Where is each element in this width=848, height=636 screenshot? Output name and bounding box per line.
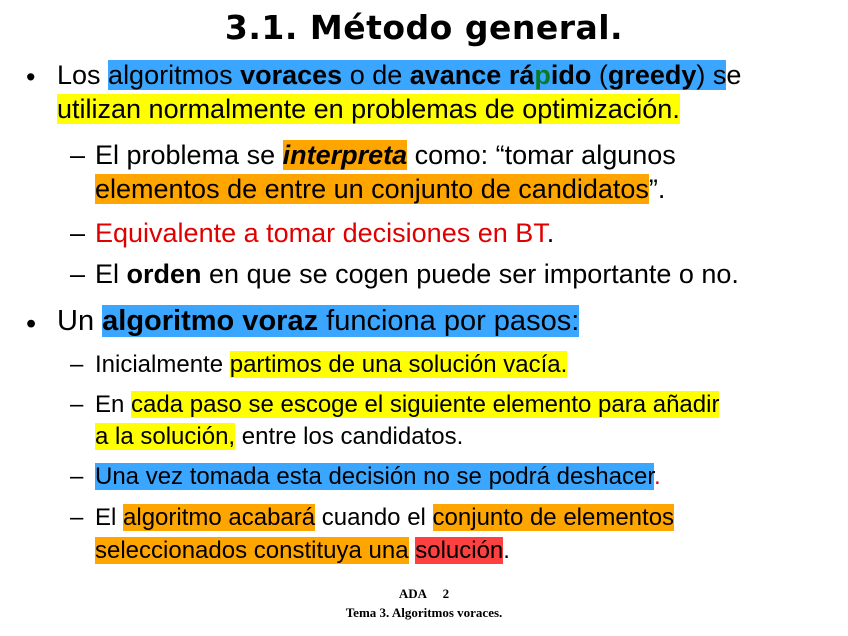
highlight-solucion-vacia: partimos de una solución vacía. [229, 351, 568, 378]
dash-3: – [70, 259, 86, 289]
sub-1-line-2 [95, 174, 665, 205]
highlight-a-la-solucion: a la solución, [95, 423, 236, 450]
footer-topic: Tema 3. Algoritmos voraces. [345, 605, 503, 620]
text-run: en que se cogen puede ser importante o no. [201, 259, 739, 289]
highlight-green-letter: p [534, 60, 551, 90]
dash-6: – [70, 463, 84, 490]
highlight-voraces: voraces [240, 60, 343, 90]
dash-5: – [70, 391, 84, 418]
highlight-candidatos: elementos de entre un conjunto de candidatos [95, 174, 649, 204]
highlight-optimizacion: utilizan normalmente en problemas de optimización. [57, 94, 680, 124]
sub-3 [95, 259, 739, 290]
text-run: ( [591, 60, 608, 90]
highlight-algoritmo-acabara: algoritmo acabará [123, 504, 316, 531]
sub-5-line-1 [95, 391, 719, 419]
highlight-greedy: greedy [607, 60, 697, 90]
text-run: e [726, 60, 742, 90]
sub-2 [95, 218, 554, 249]
text-run: Un [57, 305, 103, 337]
bullet-2 [57, 305, 579, 338]
red-period: . [654, 463, 661, 490]
sub-4 [95, 351, 567, 379]
text-run: El [95, 259, 127, 289]
bullet-dot-2: • [26, 308, 37, 340]
dash-4: – [70, 351, 84, 378]
sub-1-line-1 [95, 140, 676, 171]
sub-6 [95, 463, 661, 491]
dash-1: – [70, 140, 86, 170]
footer-course-page: ADA 2 [398, 586, 450, 601]
highlight-conjunto: conjunto de elementos [432, 504, 675, 531]
sub-5-line-2 [95, 423, 463, 451]
highlight-avance-rapido-end: ido [550, 60, 592, 90]
text-run: ”. [648, 174, 666, 204]
text-run: cuando el [315, 504, 433, 531]
highlight-seleccionados: seleccionados constituya una [95, 537, 409, 564]
bullet-1-line-2 [57, 94, 680, 125]
highlight-solucion-red: solución [415, 537, 504, 564]
highlight-algoritmo-voraz: algoritmo voraz [102, 305, 319, 337]
text-run: . [546, 218, 555, 248]
red-text-equivalente: Equivalente a tomar decisiones en BT [95, 218, 547, 248]
text-run: Los [57, 60, 109, 90]
bullet-1-line-1 [57, 60, 741, 91]
highlight-avance-rapido: avance rá [409, 60, 535, 90]
sub-7-line-1 [95, 504, 674, 532]
sub-7-line-2 [95, 537, 510, 565]
highlight-no-deshacer: Una vez tomada esta decisión no se podrá deshacer [95, 463, 655, 490]
dash-2: – [70, 218, 86, 248]
text-run: ) s [696, 60, 727, 90]
text-run: entre los candidatos. [235, 423, 464, 450]
text-run: o de [342, 60, 410, 90]
text-run: El [95, 504, 124, 531]
bullet-dot-1: • [26, 62, 36, 92]
text-run: como: “tomar algunos [407, 140, 676, 170]
dash-7: – [70, 504, 84, 531]
text-run: El problema se [95, 140, 283, 170]
text-run: . [503, 537, 510, 564]
text-run: Inicialmente [95, 351, 230, 378]
bold-orden: orden [126, 259, 202, 289]
text-run: En [95, 391, 132, 418]
highlight-algoritmos: algoritmos [108, 60, 241, 90]
slide-title: 3.1. Método general. [224, 8, 624, 47]
highlight-cada-paso: cada paso se escoge el siguiente elemento para añadir [131, 391, 720, 418]
highlight-funciona: funciona por pasos: [318, 305, 580, 337]
highlight-interpreta: interpreta [282, 140, 408, 170]
